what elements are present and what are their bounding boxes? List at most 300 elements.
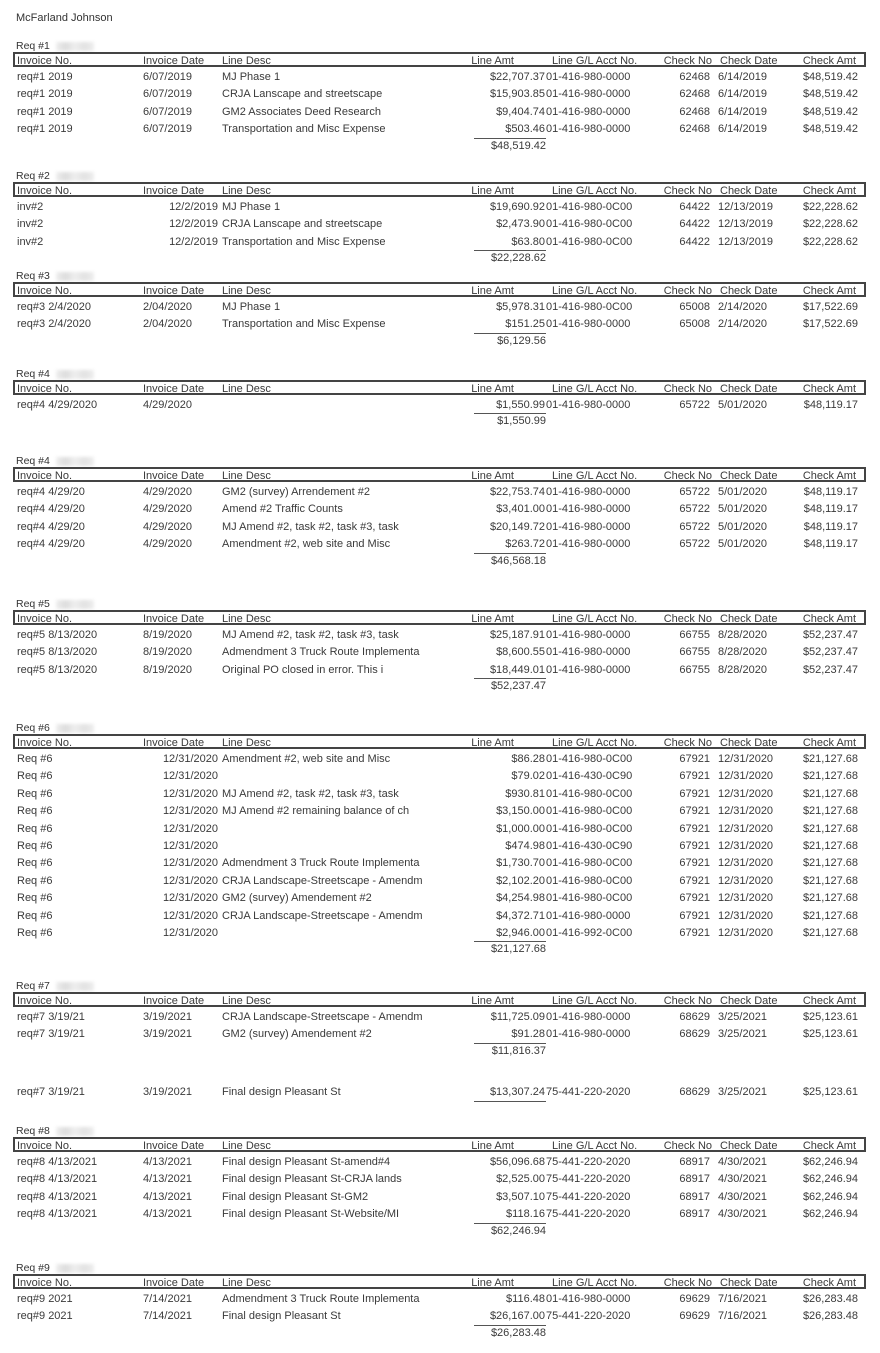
check-date-cell: 12/13/2019 xyxy=(718,235,774,248)
header-check-no: Check No xyxy=(663,1140,712,1152)
check-amt-cell: $48,519.42 xyxy=(802,71,858,83)
invoice-no-cell: Req #6 xyxy=(17,770,53,783)
header-gl-acct: Line G/L Acct No. xyxy=(552,55,638,67)
table-row xyxy=(0,87,880,103)
check-amt-cell: $21,127.68 xyxy=(802,927,858,939)
check-no-cell: 67921 xyxy=(679,770,710,783)
line-desc-cell: CRJA Lanscape and streetscape xyxy=(222,88,383,101)
header-invoice-date: Invoice Date xyxy=(143,1140,205,1152)
gl-acct-cell: 01-416-980-0000 xyxy=(546,909,631,922)
check-date-cell: 4/30/2021 xyxy=(718,1190,767,1203)
check-amt-cell: $17,522.69 xyxy=(802,301,858,313)
section-total: $52,237.47 xyxy=(490,680,546,693)
table-row xyxy=(0,105,880,121)
check-amt-cell: $62,246.94 xyxy=(802,1156,858,1168)
check-amt-cell: $22,228.62 xyxy=(802,201,858,213)
gl-acct-cell: 01-416-980-0000 xyxy=(546,105,631,118)
invoice-date-cell: 12/31/2020 xyxy=(162,805,218,818)
gl-acct-cell: 01-416-980-0000 xyxy=(546,538,631,551)
line-amt-cell: $2,473.90 xyxy=(496,218,545,231)
req-title xyxy=(16,455,94,467)
section-total: $26,283.48 xyxy=(490,1326,546,1339)
line-desc-cell: CRJA Landscape-Streetscape - Amendm xyxy=(222,909,423,922)
check-amt-cell: $21,127.68 xyxy=(802,753,858,765)
check-no-cell: 62468 xyxy=(679,88,710,101)
section-total: $11,816.37 xyxy=(491,1044,546,1057)
header-check-amt: Check Amt xyxy=(802,1140,856,1152)
invoice-date-cell: 12/31/2020 xyxy=(162,857,218,870)
header-line-amt: Line Amt xyxy=(471,737,514,749)
table-header-row xyxy=(0,1275,880,1291)
redacted-mark xyxy=(56,600,94,609)
header-check-amt: Check Amt xyxy=(802,1277,856,1289)
header-line-desc: Line Desc xyxy=(222,737,271,749)
section-total: $62,246.94 xyxy=(490,1224,546,1237)
header-gl-acct: Line G/L Acct No. xyxy=(552,1277,638,1289)
line-amt-cell: $3,401.00 xyxy=(496,503,545,516)
header-invoice-date: Invoice Date xyxy=(143,55,205,67)
invoice-no-cell: req#4 4/29/20 xyxy=(17,520,85,533)
check-no-cell: 69629 xyxy=(679,1293,710,1305)
line-amt-cell: $3,507.10 xyxy=(496,1190,545,1203)
invoice-no-cell: Req #6 xyxy=(17,909,53,922)
gl-acct-cell: 75-441-220-2020 xyxy=(546,1085,631,1098)
gl-acct-cell: 01-416-980-0000 xyxy=(546,1011,631,1023)
invoice-no-cell: Req #6 xyxy=(17,840,53,852)
line-amt-cell: $8,600.55 xyxy=(496,646,545,659)
header-check-no: Check No xyxy=(663,737,712,749)
table-header-row xyxy=(0,183,880,199)
check-date-cell: 7/16/2021 xyxy=(718,1310,767,1323)
header-check-no: Check No xyxy=(663,285,712,297)
invoice-no-cell: req#7 3/19/21 xyxy=(17,1085,85,1098)
req-title-text: Req #8 xyxy=(16,1125,50,1137)
gl-acct-cell: 01-416-980-0000 xyxy=(546,486,631,498)
check-date-cell: 2/14/2020 xyxy=(718,301,767,313)
invoice-date-cell: 3/19/2021 xyxy=(143,1028,192,1041)
invoice-no-cell: req#4 4/29/2020 xyxy=(17,399,98,411)
line-desc-cell: CRJA Lanscape and streetscape xyxy=(222,218,383,231)
table-row xyxy=(0,537,880,553)
check-date-cell: 12/31/2020 xyxy=(718,753,774,765)
line-desc-cell: CRJA Landscape-Streetscape - Amendm xyxy=(222,874,423,887)
gl-acct-cell: 01-416-980-0C00 xyxy=(546,787,633,800)
check-date-cell: 3/25/2021 xyxy=(718,1028,767,1041)
check-no-cell: 66755 xyxy=(679,663,710,676)
check-no-cell: 68629 xyxy=(679,1011,710,1023)
table-row xyxy=(0,1190,880,1206)
check-no-cell: 68629 xyxy=(679,1028,710,1041)
check-no-cell: 67921 xyxy=(679,787,710,800)
table-row xyxy=(0,874,880,890)
invoice-no-cell: req#4 4/29/20 xyxy=(17,538,85,551)
header-check-amt: Check Amt xyxy=(802,613,856,625)
check-no-cell: 65722 xyxy=(679,503,710,516)
section-total: $48,519.42 xyxy=(490,139,546,152)
gl-acct-cell: 01-416-980-0000 xyxy=(546,318,631,331)
invoice-date-cell: 2/04/2020 xyxy=(143,301,192,313)
section-total: $6,129.56 xyxy=(497,334,546,347)
invoice-date-cell: 12/31/2020 xyxy=(162,909,218,922)
gl-acct-cell: 01-416-980-0C00 xyxy=(546,822,633,835)
gl-acct-cell: 01-416-980-0C00 xyxy=(546,805,633,818)
check-amt-cell: $21,127.68 xyxy=(802,892,858,905)
gl-acct-cell: 01-416-430-0C90 xyxy=(546,840,633,852)
req-title xyxy=(16,722,94,734)
header-line-desc: Line Desc xyxy=(222,1140,271,1152)
invoice-no-cell: req#5 8/13/2020 xyxy=(17,663,98,676)
line-amt-cell: $1,550.99 xyxy=(496,399,545,411)
header-invoice-date: Invoice Date xyxy=(143,185,205,197)
check-no-cell: 68917 xyxy=(679,1156,710,1168)
line-desc-cell: Transportation and Misc Expense xyxy=(222,318,386,331)
header-line-amt: Line Amt xyxy=(471,383,514,395)
check-no-cell: 67921 xyxy=(679,892,710,905)
gl-acct-cell: 75-441-220-2020 xyxy=(546,1310,631,1323)
line-amt-cell: $9,404.74 xyxy=(496,105,545,118)
check-date-cell: 12/31/2020 xyxy=(718,927,774,939)
invoice-no-cell: req#1 2019 xyxy=(17,71,73,83)
check-date-cell: 6/14/2019 xyxy=(718,105,767,118)
gl-acct-cell: 01-416-992-0C00 xyxy=(546,927,633,939)
invoice-date-cell: 12/31/2020 xyxy=(162,892,218,905)
check-date-cell: 12/31/2020 xyxy=(718,822,774,835)
check-date-cell: 5/01/2020 xyxy=(718,520,767,533)
check-amt-cell: $48,119.17 xyxy=(803,486,858,498)
header-invoice-no: Invoice No. xyxy=(17,383,73,395)
header-gl-acct: Line G/L Acct No. xyxy=(552,285,638,297)
line-amt-cell: $116.48 xyxy=(506,1293,545,1305)
line-desc-cell: GM2 (survey) Amendement #2 xyxy=(222,1028,372,1041)
line-desc-cell: Transportation and Misc Expense xyxy=(222,235,386,248)
table-header-row xyxy=(0,993,880,1009)
header-gl-acct: Line G/L Acct No. xyxy=(552,737,638,749)
header-check-no: Check No xyxy=(663,613,712,625)
line-desc-cell: Admendment 3 Truck Route Implementa xyxy=(222,1293,420,1305)
gl-acct-cell: 01-416-980-0000 xyxy=(546,646,631,659)
header-check-date: Check Date xyxy=(720,995,778,1007)
header-check-date: Check Date xyxy=(720,1277,778,1289)
check-no-cell: 62468 xyxy=(679,123,710,136)
line-desc-cell: Transportation and Misc Expense xyxy=(222,123,386,136)
line-desc-cell: GM2 (survey) Arrendement #2 xyxy=(222,486,370,498)
check-date-cell: 8/28/2020 xyxy=(718,629,767,641)
header-check-no: Check No xyxy=(663,383,712,395)
req-title xyxy=(16,1262,94,1274)
invoice-date-cell: 12/31/2020 xyxy=(162,787,218,800)
check-no-cell: 65722 xyxy=(679,486,710,498)
check-date-cell: 5/01/2020 xyxy=(718,486,767,498)
check-no-cell: 67921 xyxy=(679,927,710,939)
req-title xyxy=(16,1125,94,1137)
invoice-date-cell: 3/19/2021 xyxy=(143,1085,192,1098)
line-amt-cell: $2,525.00 xyxy=(496,1173,545,1186)
header-gl-acct: Line G/L Acct No. xyxy=(552,1140,638,1152)
invoice-no-cell: Req #6 xyxy=(17,857,53,870)
check-date-cell: 8/28/2020 xyxy=(718,646,767,659)
line-amt-cell: $1,730.70 xyxy=(496,857,545,870)
table-row xyxy=(0,628,880,644)
check-date-cell: 5/01/2020 xyxy=(718,399,767,411)
header-line-desc: Line Desc xyxy=(222,285,271,297)
header-invoice-no: Invoice No. xyxy=(17,1277,73,1289)
table-header-row xyxy=(0,468,880,484)
check-date-cell: 6/14/2019 xyxy=(718,123,767,136)
line-amt-cell: $18,449.01 xyxy=(489,663,545,676)
invoice-date-cell: 3/19/2021 xyxy=(143,1011,192,1023)
line-amt-cell: $22,753.74 xyxy=(489,486,545,498)
line-amt-cell: $1,000.00 xyxy=(496,822,545,835)
check-no-cell: 64422 xyxy=(679,218,710,231)
req-title xyxy=(16,598,94,610)
invoice-date-cell: 12/2/2019 xyxy=(169,235,218,248)
invoice-date-cell: 12/2/2019 xyxy=(169,201,218,213)
table-row xyxy=(0,1207,880,1223)
header-line-amt: Line Amt xyxy=(471,1277,514,1289)
table-row xyxy=(0,300,880,316)
invoice-no-cell: req#9 2021 xyxy=(17,1310,73,1323)
line-amt-cell: $13,307.24 xyxy=(489,1085,545,1098)
header-line-amt: Line Amt xyxy=(471,285,514,297)
check-date-cell: 6/14/2019 xyxy=(718,88,767,101)
sum-underline xyxy=(474,333,546,334)
invoice-date-cell: 4/29/2020 xyxy=(143,520,192,533)
section-total: $1,550.99 xyxy=(497,415,546,428)
invoice-date-cell: 12/31/2020 xyxy=(162,822,218,835)
line-desc-cell: Admendment 3 Truck Route Implementa xyxy=(222,857,420,870)
invoice-no-cell: req#7 3/19/21 xyxy=(17,1028,85,1041)
req-title xyxy=(16,270,94,282)
header-invoice-no: Invoice No. xyxy=(17,470,73,482)
table-header-row xyxy=(0,735,880,751)
line-amt-cell: $15,903.85 xyxy=(489,88,545,101)
invoice-no-cell: inv#2 xyxy=(17,201,44,213)
table-row xyxy=(0,1085,880,1101)
header-line-desc: Line Desc xyxy=(222,995,271,1007)
sum-underline xyxy=(474,678,546,679)
table-row xyxy=(0,235,880,251)
check-amt-cell: $48,119.17 xyxy=(803,503,858,516)
line-desc-cell: CRJA Landscape-Streetscape - Amendm xyxy=(222,1011,423,1023)
table-row xyxy=(0,1309,880,1325)
table-row xyxy=(0,317,880,333)
header-invoice-date: Invoice Date xyxy=(143,995,205,1007)
check-no-cell: 68917 xyxy=(679,1173,710,1186)
header-invoice-no: Invoice No. xyxy=(17,1140,73,1152)
table-row xyxy=(0,520,880,536)
invoice-no-cell: req#4 4/29/20 xyxy=(17,503,85,516)
header-gl-acct: Line G/L Acct No. xyxy=(552,613,638,625)
check-date-cell: 4/30/2021 xyxy=(718,1156,767,1168)
invoice-no-cell: req#1 2019 xyxy=(17,123,73,136)
req-title-text: Req #5 xyxy=(16,598,50,610)
redacted-mark xyxy=(56,724,94,733)
line-amt-cell: $930.81 xyxy=(505,787,545,800)
invoice-no-cell: req#8 4/13/2021 xyxy=(17,1173,98,1186)
line-amt-cell: $503.46 xyxy=(505,123,545,136)
gl-acct-cell: 01-416-980-0000 xyxy=(546,1293,631,1305)
sum-underline xyxy=(474,1325,546,1326)
header-line-desc: Line Desc xyxy=(222,185,271,197)
line-desc-cell: Final design Pleasant St xyxy=(222,1085,341,1098)
req-title xyxy=(16,368,94,380)
check-amt-cell: $48,119.17 xyxy=(803,538,858,551)
table-header-row xyxy=(0,283,880,299)
check-amt-cell: $26,283.48 xyxy=(802,1310,858,1323)
check-date-cell: 4/30/2021 xyxy=(718,1173,767,1186)
check-no-cell: 69629 xyxy=(679,1310,710,1323)
header-check-date: Check Date xyxy=(720,285,778,297)
line-amt-cell: $4,254.98 xyxy=(496,892,545,905)
table-row xyxy=(0,926,880,942)
invoice-no-cell: Req #6 xyxy=(17,927,53,939)
invoice-no-cell: req#4 4/29/20 xyxy=(17,486,85,498)
invoice-date-cell: 6/07/2019 xyxy=(143,71,192,83)
table-row xyxy=(0,645,880,661)
table-header-row xyxy=(0,611,880,627)
table-row xyxy=(0,217,880,233)
invoice-no-cell: req#5 8/13/2020 xyxy=(17,646,98,659)
check-amt-cell: $62,246.94 xyxy=(802,1190,858,1203)
line-amt-cell: $19,690.92 xyxy=(489,201,545,213)
invoice-date-cell: 8/19/2020 xyxy=(143,646,192,659)
header-line-amt: Line Amt xyxy=(471,995,514,1007)
invoice-no-cell: Req #6 xyxy=(17,787,53,800)
table-row xyxy=(0,909,880,925)
header-line-amt: Line Amt xyxy=(471,470,514,482)
invoice-date-cell: 12/31/2020 xyxy=(162,770,218,783)
check-amt-cell: $52,237.47 xyxy=(802,663,858,676)
gl-acct-cell: 01-416-980-0000 xyxy=(546,71,631,83)
redacted-mark xyxy=(56,272,94,281)
req-title xyxy=(16,170,94,182)
header-check-amt: Check Amt xyxy=(802,995,856,1007)
line-desc-cell: Amendment #2, web site and Misc xyxy=(222,753,391,765)
line-desc-cell: Final design Pleasant St xyxy=(222,1310,341,1323)
check-amt-cell: $21,127.68 xyxy=(802,874,858,887)
header-gl-acct: Line G/L Acct No. xyxy=(552,470,638,482)
gl-acct-cell: 01-416-980-0C00 xyxy=(546,753,633,765)
invoice-date-cell: 4/13/2021 xyxy=(143,1208,192,1221)
check-amt-cell: $25,123.61 xyxy=(802,1085,858,1098)
check-amt-cell: $21,127.68 xyxy=(802,909,858,922)
header-line-desc: Line Desc xyxy=(222,55,271,67)
check-date-cell: 12/31/2020 xyxy=(718,840,774,852)
table-row xyxy=(0,485,880,501)
check-amt-cell: $48,519.42 xyxy=(802,105,858,118)
line-desc-cell: Final design Pleasant St-CRJA lands xyxy=(222,1173,402,1186)
line-desc-cell: MJ Amend #2, task #2, task #3, task xyxy=(222,520,399,533)
table-row xyxy=(0,1155,880,1171)
section-total: $22,228.62 xyxy=(490,252,546,265)
line-amt-cell: $22,707.37 xyxy=(489,71,545,83)
check-date-cell: 4/30/2021 xyxy=(718,1208,767,1221)
check-amt-cell: $21,127.68 xyxy=(802,805,858,818)
table-row xyxy=(0,839,880,855)
header-check-no: Check No xyxy=(663,185,712,197)
line-desc-cell: GM2 Associates Deed Research xyxy=(222,105,381,118)
line-desc-cell: MJ Phase 1 xyxy=(222,201,281,213)
invoice-no-cell: Req #6 xyxy=(17,805,53,818)
invoice-date-cell: 8/19/2020 xyxy=(143,629,192,641)
table-row xyxy=(0,787,880,803)
line-desc-cell: Final design Pleasant St-GM2 xyxy=(222,1190,369,1203)
line-amt-cell: $118.16 xyxy=(506,1208,545,1221)
header-check-date: Check Date xyxy=(720,737,778,749)
table-header-row xyxy=(0,1138,880,1154)
sum-underline xyxy=(474,1043,546,1044)
header-invoice-no: Invoice No. xyxy=(17,55,73,67)
check-no-cell: 66755 xyxy=(679,646,710,659)
req-title-text: Req #7 xyxy=(16,980,50,992)
check-no-cell: 67921 xyxy=(679,857,710,870)
gl-acct-cell: 01-416-980-0C00 xyxy=(546,235,633,248)
header-check-no: Check No xyxy=(663,470,712,482)
line-amt-cell: $26,167.00 xyxy=(489,1310,545,1323)
check-date-cell: 12/31/2020 xyxy=(718,787,774,800)
check-no-cell: 65722 xyxy=(679,520,710,533)
header-invoice-no: Invoice No. xyxy=(17,285,73,297)
line-desc-cell: MJ Amend #2 remaining balance of ch xyxy=(222,805,410,818)
invoice-no-cell: req#7 3/19/21 xyxy=(17,1011,85,1023)
check-no-cell: 68629 xyxy=(679,1085,710,1098)
check-amt-cell: $48,519.42 xyxy=(802,123,858,136)
gl-acct-cell: 75-441-220-2020 xyxy=(546,1208,631,1221)
table-row xyxy=(0,70,880,86)
check-no-cell: 67921 xyxy=(679,874,710,887)
gl-acct-cell: 01-416-980-0000 xyxy=(546,663,631,676)
line-amt-cell: $4,372.71 xyxy=(496,909,545,922)
check-date-cell: 12/31/2020 xyxy=(718,770,774,783)
invoice-date-cell: 4/29/2020 xyxy=(143,399,192,411)
header-check-date: Check Date xyxy=(720,383,778,395)
line-amt-cell: $56,096.68 xyxy=(489,1156,545,1168)
invoice-date-cell: 4/13/2021 xyxy=(143,1190,192,1203)
sum-underline xyxy=(474,1101,546,1102)
check-date-cell: 12/31/2020 xyxy=(718,857,774,870)
check-no-cell: 66755 xyxy=(679,629,710,641)
header-invoice-date: Invoice Date xyxy=(143,470,205,482)
redacted-mark xyxy=(56,982,94,991)
invoice-date-cell: 12/31/2020 xyxy=(162,753,218,765)
header-line-amt: Line Amt xyxy=(471,185,514,197)
req-title xyxy=(16,980,94,992)
header-check-date: Check Date xyxy=(720,470,778,482)
table-row xyxy=(0,1292,880,1308)
check-amt-cell: $62,246.94 xyxy=(802,1173,858,1186)
redacted-mark xyxy=(56,1127,94,1136)
line-amt-cell: $20,149.72 xyxy=(489,520,545,533)
header-line-desc: Line Desc xyxy=(222,1277,271,1289)
invoice-date-cell: 4/29/2020 xyxy=(143,503,192,516)
req-title-text: Req #1 xyxy=(16,40,50,52)
line-desc-cell: Amendment #2, web site and Misc xyxy=(222,538,391,551)
line-desc-cell: MJ Amend #2, task #2, task #3, task xyxy=(222,787,399,800)
line-amt-cell: $63.80 xyxy=(511,235,545,248)
check-date-cell: 12/31/2020 xyxy=(718,892,774,905)
check-no-cell: 64422 xyxy=(679,201,710,213)
check-date-cell: 8/28/2020 xyxy=(718,663,767,676)
line-amt-cell: $151.25 xyxy=(505,318,545,331)
check-no-cell: 65008 xyxy=(679,301,710,313)
req-title xyxy=(16,40,94,52)
invoice-date-cell: 12/31/2020 xyxy=(162,927,218,939)
table-row xyxy=(0,398,880,414)
invoice-no-cell: Req #6 xyxy=(17,892,53,905)
check-amt-cell: $17,522.69 xyxy=(802,318,858,331)
header-invoice-date: Invoice Date xyxy=(143,1277,205,1289)
redacted-mark xyxy=(56,457,94,466)
